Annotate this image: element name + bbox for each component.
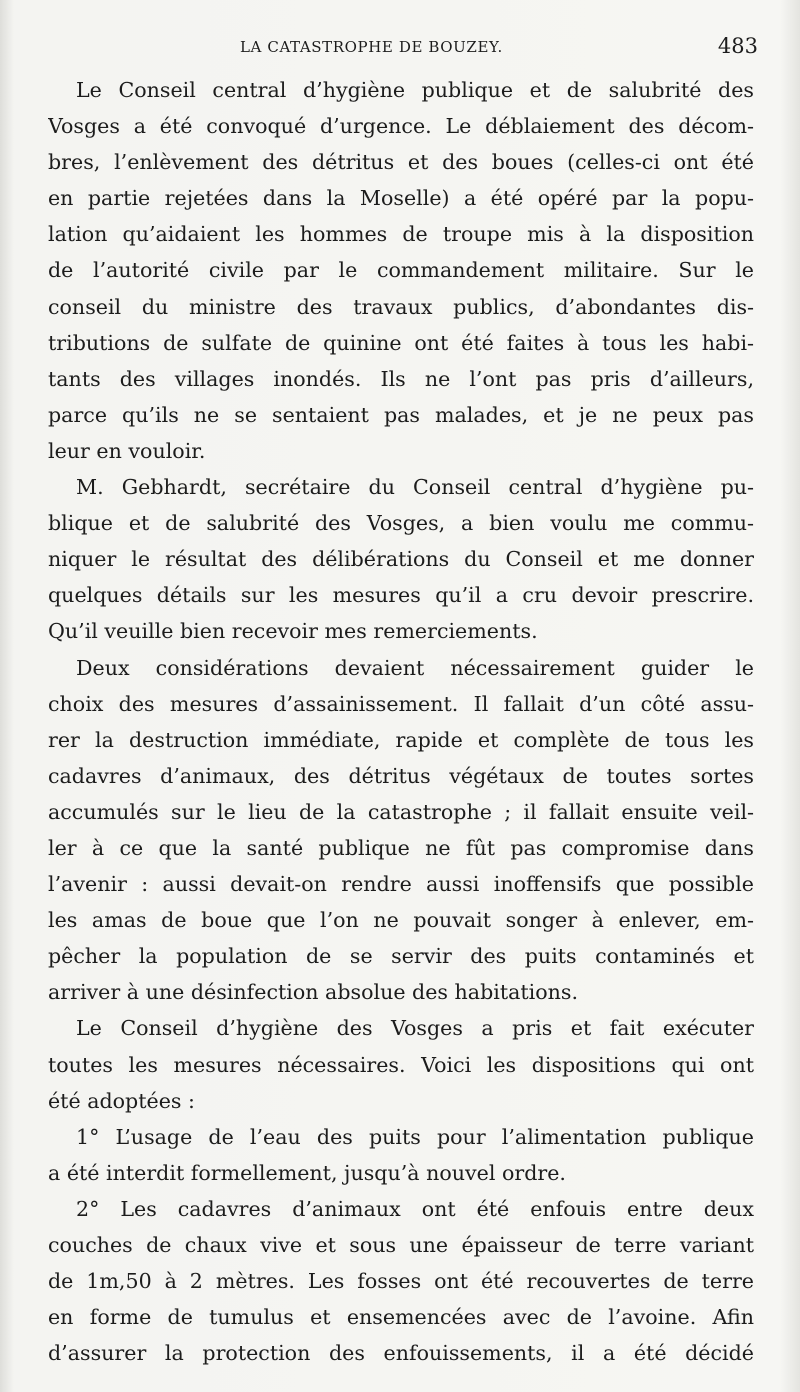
text-line: d’assurer la protection des enfouissements, il a été décidé (48, 1341, 754, 1366)
running-title: LA CATASTROPHE DE BOUZEY. (240, 38, 503, 56)
page-header (0, 34, 800, 64)
text-line: blique et de salubrité des Vosges, a bien voulu me commu- (48, 511, 754, 536)
text-line: de l’autorité civile par le commandement militaire. Sur le (48, 258, 754, 283)
text-line: Qu’il veuille bien recevoir mes remerciements. (48, 619, 538, 644)
text-line: tributions de sulfate de quinine ont été faites à tous les habi- (48, 330, 754, 355)
text-line: lation qu’aidaient les hommes de troupe mis à la disposition (48, 222, 754, 247)
text-line: Le Conseil d’hygiène des Vosges a pris et fait exécuter (76, 1016, 754, 1041)
text-line: choix des mesures d’assainissement. Il fallait d’un côté assu- (48, 691, 754, 716)
body-text (48, 72, 754, 1371)
text-line: été adoptées : (48, 1088, 195, 1113)
text-line: ler à ce que la santé publique ne fût pas compromise dans (48, 835, 754, 860)
text-line: quelques détails sur les mesures qu’il a cru devoir prescrire. (48, 583, 754, 608)
text-line: tants des villages inondés. Ils ne l’ont pas pris d’ailleurs, (48, 366, 754, 391)
text-line: 1° L’usage de l’eau des puits pour l’alimentation publique (76, 1124, 754, 1149)
text-line: Deux considérations devaient nécessairement guider le (76, 655, 754, 680)
text-line: en forme de tumulus et ensemencées avec de l’avoine. Afin (48, 1305, 754, 1330)
text-line: 2° Les cadavres d’animaux ont été enfouis entre deux (76, 1196, 754, 1221)
text-line: arriver à une désinfection absolue des habitations. (48, 980, 579, 1005)
text-line: parce qu’ils ne se sentaient pas malades, et je ne peux pas (48, 402, 754, 427)
text-line: de 1m,50 à 2 mètres. Les fosses ont été recouvertes de terre (48, 1269, 754, 1294)
text-line: Vosges a été convoqué d’urgence. Le déblaiement des décom- (48, 114, 754, 139)
text-line: l’avenir : aussi devait-on rendre aussi inoffensifs que possible (48, 872, 754, 897)
text-line: cadavres d’animaux, des détritus végétaux de toutes sortes (48, 763, 754, 788)
text-line: pêcher la population de se servir des puits contaminés et (48, 944, 754, 969)
text-line: toutes les mesures nécessaires. Voici les dispositions qui ont (48, 1052, 754, 1077)
text-line: couches de chaux vive et sous une épaisseur de terre variant (48, 1233, 754, 1257)
text-line: les amas de boue que l’on ne pouvait songer à enlever, em- (48, 908, 754, 933)
text-line: accumulés sur le lieu de la catastrophe ; il fallait ensuite veil- (48, 799, 754, 824)
text-line: leur en vouloir. (48, 438, 206, 463)
text-line: Le Conseil central d’hygiène publique et de salubrité des (76, 78, 754, 102)
text-line: rer la destruction immédiate, rapide et complète de tous les (48, 727, 754, 752)
page-number: 483 (717, 34, 758, 58)
text-line: M. Gebhardt, secrétaire du Conseil central d’hygiène pu- (76, 475, 754, 500)
text-line: conseil du ministre des travaux publics, d’abondantes dis- (48, 294, 754, 319)
text-line: a été interdit formellement, jusqu’à nouvel ordre. (48, 1160, 566, 1185)
text-line: en partie rejetées dans la Moselle) a été opéré par la popu- (48, 186, 754, 211)
text-line: bres, l’enlèvement des détritus et des boues (celles-ci ont été (48, 150, 754, 175)
text-line: niquer le résultat des délibérations du Conseil et me donner (48, 547, 754, 572)
